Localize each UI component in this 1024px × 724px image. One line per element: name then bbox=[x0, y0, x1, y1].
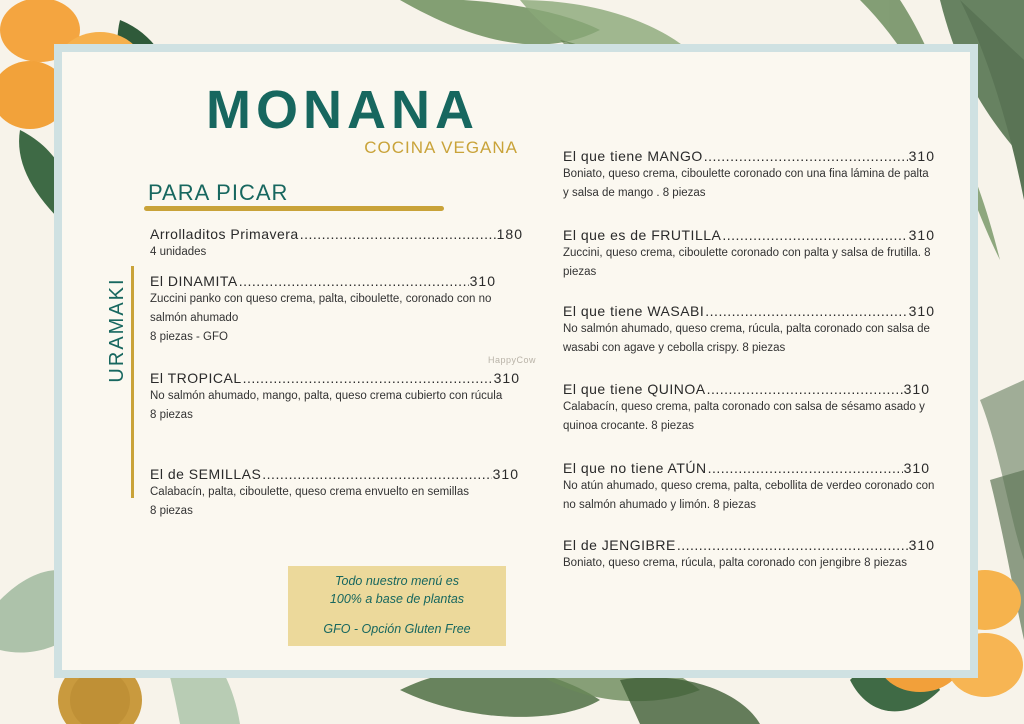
menu-item bbox=[150, 370, 523, 425]
item-name: El que tiene WASABI bbox=[563, 303, 705, 319]
brand-subtitle: COCINA VEGANA bbox=[364, 138, 518, 157]
item-name: El que es de FRUTILLA bbox=[563, 227, 722, 243]
brand-header bbox=[206, 80, 518, 158]
item-description: Boniato, queso crema, ciboulette coronado con una fina lámina de palta y salsa de mango . 8 piezas bbox=[563, 168, 929, 199]
item-description: Calabacín, queso crema, palta coronado con salsa de sésamo asado y quinoa crocante. 8 piezas bbox=[563, 401, 925, 432]
item-note: 8 piezas bbox=[150, 505, 193, 517]
menu-item bbox=[563, 381, 935, 436]
item-description: Zuccini panko con queso crema, palta, ciboulette, coronado con no salmón ahumado bbox=[150, 293, 492, 324]
menu-item bbox=[150, 273, 523, 347]
menu-item bbox=[563, 303, 935, 358]
item-price: 310 bbox=[903, 460, 930, 476]
plant-based-callout bbox=[288, 566, 506, 646]
brand-name: MONANA bbox=[206, 80, 479, 140]
item-description: No salmón ahumado, queso crema, rúcula, palta coronado con salsa de wasabi con agave y cebolla crispy. 8 piezas bbox=[563, 323, 930, 354]
vertical-gold-rule bbox=[131, 266, 134, 498]
vertical-section-label: URAMAKI bbox=[106, 277, 128, 383]
item-name: El de JENGIBRE bbox=[563, 537, 676, 553]
watermark: HappyCow bbox=[488, 355, 537, 365]
menu-item bbox=[150, 226, 523, 262]
item-price: 310 bbox=[908, 537, 935, 553]
item-description: 4 unidades bbox=[150, 246, 207, 258]
item-price: 310 bbox=[903, 381, 930, 397]
menu-item bbox=[563, 227, 935, 282]
item-price: 310 bbox=[908, 303, 935, 319]
item-price: 310 bbox=[469, 273, 496, 289]
section-underline bbox=[144, 206, 444, 211]
item-name: El que tiene MANGO bbox=[563, 148, 703, 164]
item-price: 310 bbox=[908, 227, 935, 243]
menu-item bbox=[563, 537, 935, 573]
item-name: El que no tiene ATÚN bbox=[563, 460, 707, 476]
item-description: Calabacín, palta, ciboulette, queso crema envuelto en semillas bbox=[150, 486, 469, 498]
callout-line: GFO - Opción Gluten Free bbox=[323, 622, 471, 636]
item-name: El de SEMILLAS bbox=[150, 466, 262, 482]
item-description: Boniato, queso crema, rúcula, palta coronado con jengibre 8 piezas bbox=[563, 557, 907, 569]
item-description: No salmón ahumado, mango, palta, queso crema cubierto con rúcula bbox=[150, 390, 503, 402]
callout-line: 100% a base de plantas bbox=[329, 592, 465, 606]
section-title: PARA PICAR bbox=[148, 180, 289, 205]
item-name: El que tiene QUINOA bbox=[563, 381, 706, 397]
menu-item bbox=[150, 466, 523, 521]
item-description: No atún ahumado, queso crema, palta, cebollita de verdeo coronado con no salmón ahumado y limón. 8 piezas bbox=[563, 480, 935, 511]
item-name: El TROPICAL bbox=[150, 370, 242, 386]
item-price: 310 bbox=[908, 148, 935, 164]
callout-line: Todo nuestro menú es bbox=[335, 574, 459, 588]
item-description: Zuccini, queso crema, ciboulette coronado con palta y salsa de frutilla. 8 piezas bbox=[563, 247, 931, 278]
menu-item bbox=[563, 148, 935, 203]
item-price: 310 bbox=[493, 370, 520, 386]
item-name: El DINAMITA bbox=[150, 273, 238, 289]
menu-item bbox=[563, 460, 935, 515]
item-note: 8 piezas bbox=[150, 409, 193, 421]
item-name: Arrolladitos Primavera bbox=[150, 226, 299, 242]
item-price: 310 bbox=[492, 466, 519, 482]
item-note: 8 piezas - GFO bbox=[150, 331, 228, 343]
item-price: 180 bbox=[496, 226, 523, 242]
